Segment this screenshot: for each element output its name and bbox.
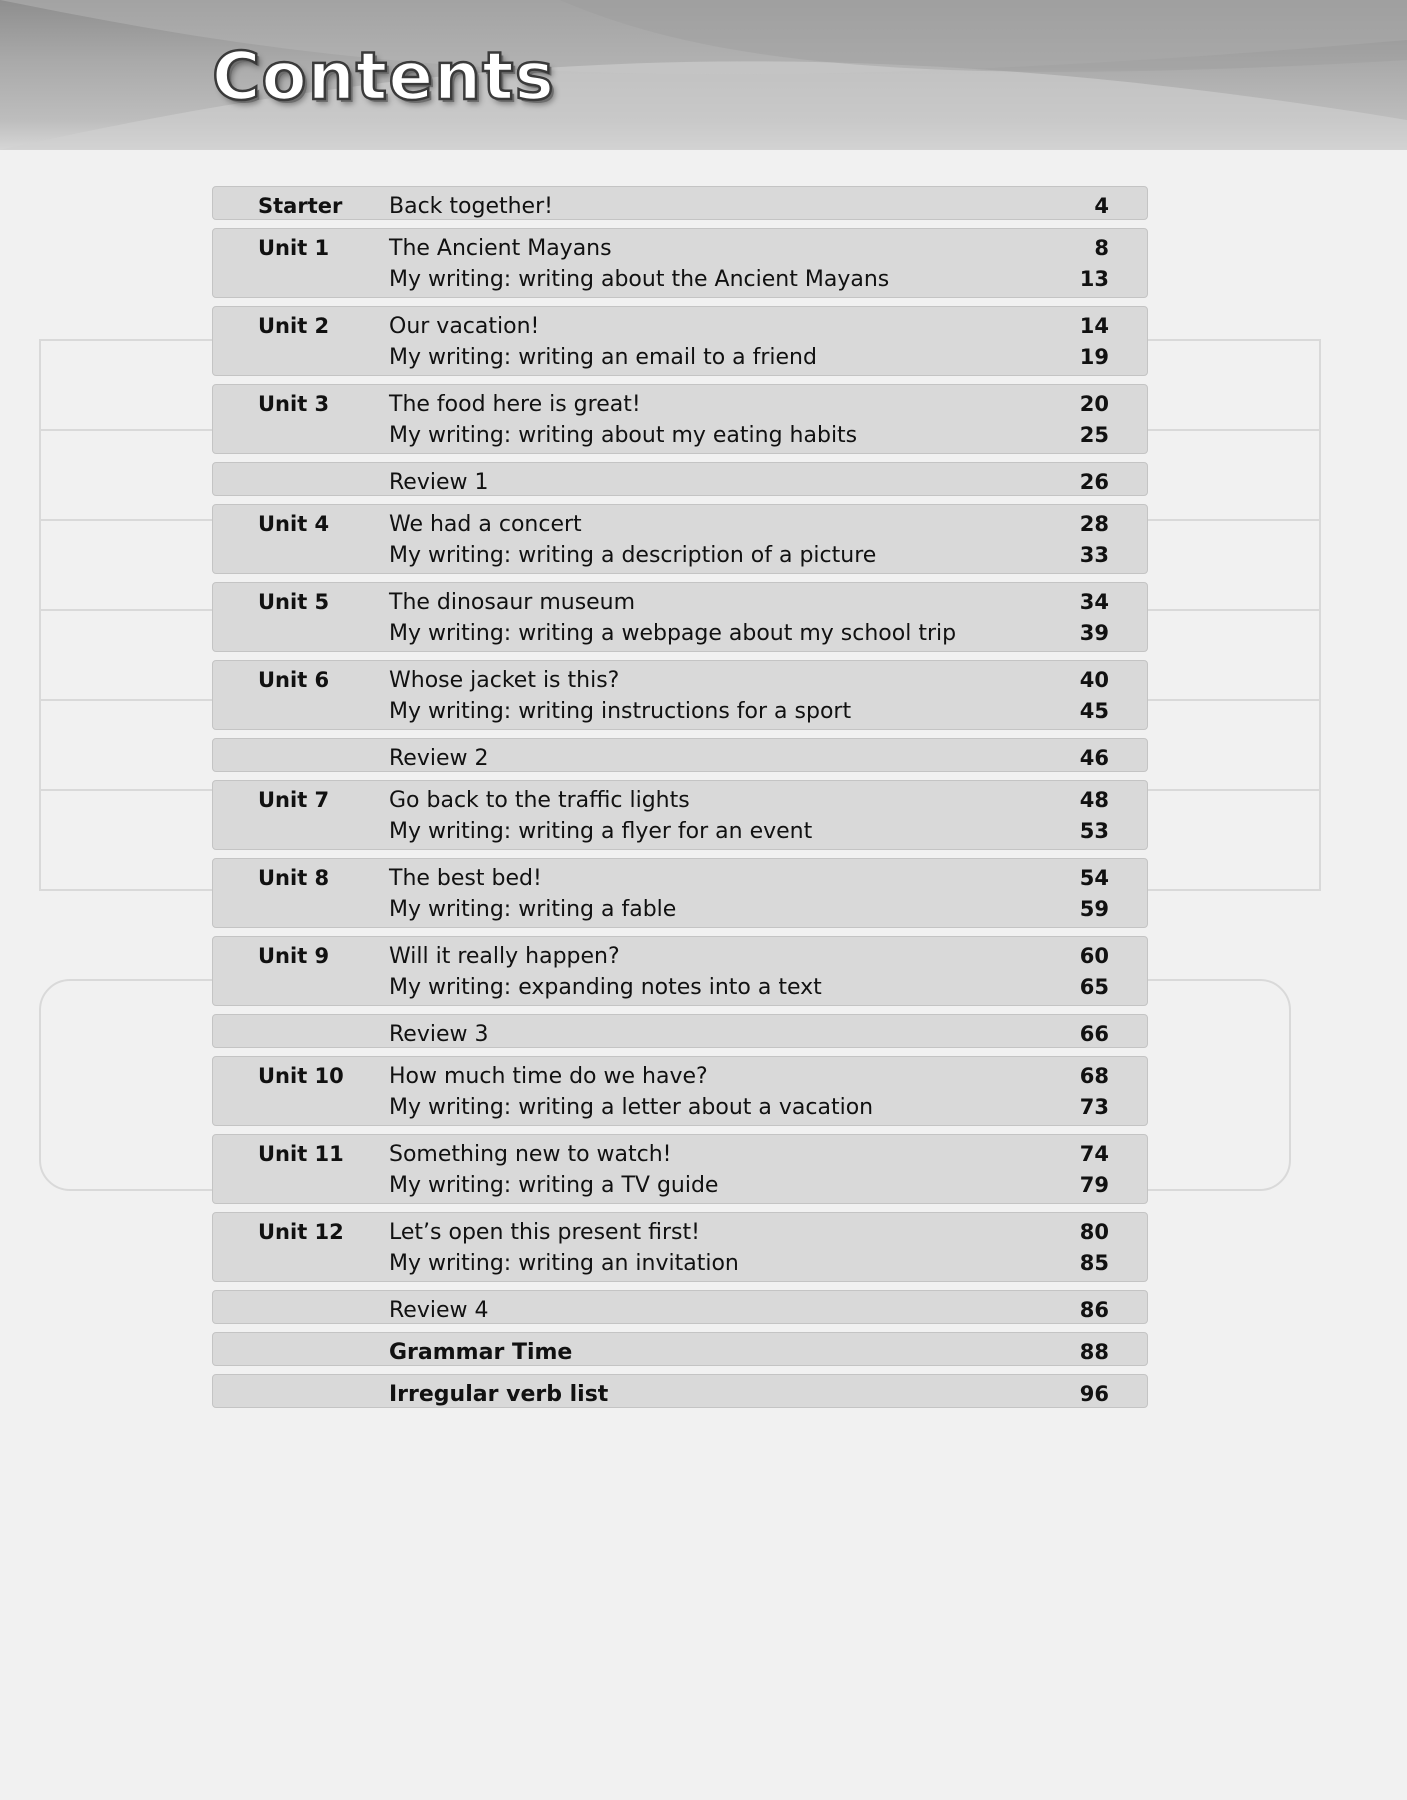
toc-row xyxy=(212,186,1148,220)
toc-entry-page: 4 xyxy=(1094,194,1109,218)
toc-row xyxy=(212,306,1148,376)
toc-entry-title: My writing: writing a TV guide xyxy=(389,1173,719,1198)
toc-entry-page: 68 xyxy=(1079,1064,1109,1088)
toc-unit-label: Unit 3 xyxy=(258,392,330,416)
toc-row xyxy=(212,738,1148,772)
toc-pages xyxy=(1067,785,1147,847)
toc-pages xyxy=(1067,1139,1147,1201)
toc-pages xyxy=(1067,1379,1147,1410)
toc-entry-title: The food here is great! xyxy=(389,392,641,417)
toc-entry-title: How much time do we have? xyxy=(389,1064,708,1089)
toc-unit-label: Unit 10 xyxy=(258,1064,344,1088)
toc-entry-page: 33 xyxy=(1079,543,1109,567)
toc-entry-page: 74 xyxy=(1079,1142,1109,1166)
toc-entry-title: Will it really happen? xyxy=(389,944,620,969)
toc-entry-title: My writing: writing a letter about a vacation xyxy=(389,1095,874,1120)
header-band xyxy=(0,0,1407,150)
toc-titles xyxy=(389,785,1067,847)
toc-titles xyxy=(389,863,1067,925)
toc-row xyxy=(212,936,1148,1006)
toc-titles xyxy=(389,1217,1067,1279)
toc-titles xyxy=(389,389,1067,451)
toc-pages xyxy=(1067,311,1147,373)
toc-row xyxy=(212,660,1148,730)
toc-entry-title: Review 1 xyxy=(389,470,489,495)
toc-pages xyxy=(1067,665,1147,727)
toc-entry-title: Review 2 xyxy=(389,746,489,771)
toc-titles xyxy=(389,941,1067,1003)
toc-entry-page: 13 xyxy=(1079,267,1109,291)
toc-entry-page: 26 xyxy=(1079,470,1109,494)
toc-entry-title: Something new to watch! xyxy=(389,1142,672,1167)
toc-titles xyxy=(389,587,1067,649)
toc-entry-page: 60 xyxy=(1079,944,1109,968)
toc-unit-label: Unit 8 xyxy=(258,866,330,890)
toc-entry-title: My writing: writing a fable xyxy=(389,897,677,922)
toc-unit-label: Unit 9 xyxy=(258,944,330,968)
toc-entry-title: My writing: writing instructions for a sport xyxy=(389,699,852,724)
toc-pages xyxy=(1067,1217,1147,1279)
toc-entry-title: My writing: writing about my eating habits xyxy=(389,423,858,448)
toc-pages xyxy=(1067,863,1147,925)
toc-entry-page: 40 xyxy=(1079,668,1109,692)
toc-titles xyxy=(389,1139,1067,1201)
toc-titles xyxy=(389,233,1067,295)
toc-entry-page: 59 xyxy=(1079,897,1109,921)
toc-row xyxy=(212,858,1148,928)
toc-row xyxy=(212,1332,1148,1366)
toc-entry-page: 48 xyxy=(1079,788,1109,812)
toc-entry-title: My writing: writing a webpage about my school trip xyxy=(389,621,957,646)
toc-unit-label: Starter xyxy=(258,194,343,218)
toc-row xyxy=(212,1212,1148,1282)
toc-titles xyxy=(389,1337,1067,1368)
toc-pages xyxy=(1067,587,1147,649)
toc-entry-page: 80 xyxy=(1079,1220,1109,1244)
toc-titles xyxy=(389,1379,1067,1410)
toc-entry-title: Back together! xyxy=(389,194,553,219)
toc-pages xyxy=(1067,467,1147,498)
toc-titles xyxy=(389,665,1067,727)
toc-entry-title: The dinosaur museum xyxy=(389,590,636,615)
toc-row xyxy=(212,1134,1148,1204)
toc-entry-title: Our vacation! xyxy=(389,314,540,339)
toc-entry-title: Go back to the traffic lights xyxy=(389,788,690,813)
toc-entry-title: Review 4 xyxy=(389,1298,489,1323)
toc-entry-page: 73 xyxy=(1079,1095,1109,1119)
toc-entry-title: My writing: writing a flyer for an event xyxy=(389,819,813,844)
toc-pages xyxy=(1067,743,1147,774)
toc-pages xyxy=(1067,191,1147,222)
toc-entry-page: 86 xyxy=(1079,1298,1109,1322)
toc-entry-page: 65 xyxy=(1079,975,1109,999)
toc-entry-page: 25 xyxy=(1079,423,1109,447)
toc-entry-page: 54 xyxy=(1079,866,1109,890)
toc-entry-page: 53 xyxy=(1079,819,1109,843)
toc-entry-title: The Ancient Mayans xyxy=(389,236,612,261)
toc-entry-title: My writing: writing an invitation xyxy=(389,1251,739,1276)
toc-titles xyxy=(389,467,1067,498)
toc-entry-title: We had a concert xyxy=(389,512,582,537)
toc-row xyxy=(212,1014,1148,1048)
toc-pages xyxy=(1067,233,1147,295)
toc-row xyxy=(212,1056,1148,1126)
toc-entry-title: My writing: writing about the Ancient Mayans xyxy=(389,267,890,292)
toc-pages xyxy=(1067,1295,1147,1326)
toc-entry-page: 28 xyxy=(1079,512,1109,536)
toc-entry-title: Let’s open this present first! xyxy=(389,1220,700,1245)
toc-entry-title: My writing: expanding notes into a text xyxy=(389,975,822,1000)
toc-entry-title: The best bed! xyxy=(389,866,542,891)
toc-unit-label: Unit 7 xyxy=(258,788,330,812)
toc-unit-label: Unit 5 xyxy=(258,590,330,614)
toc-entry-page: 19 xyxy=(1079,345,1109,369)
toc-row xyxy=(212,1290,1148,1324)
toc-entry-page: 45 xyxy=(1079,699,1109,723)
toc-entry-title: Whose jacket is this? xyxy=(389,668,620,693)
toc-pages xyxy=(1067,509,1147,571)
toc-entry-page: 8 xyxy=(1094,236,1109,260)
toc-unit-label: Unit 2 xyxy=(258,314,330,338)
toc-titles xyxy=(389,1295,1067,1326)
toc-entry-page: 14 xyxy=(1079,314,1109,338)
contents-list xyxy=(212,186,1148,1416)
toc-entry-title: My writing: writing an email to a friend xyxy=(389,345,817,370)
toc-entry-page: 96 xyxy=(1079,1382,1109,1406)
toc-titles xyxy=(389,1061,1067,1123)
toc-unit-label: Unit 1 xyxy=(258,236,330,260)
page-title: Contents xyxy=(212,38,555,115)
toc-titles xyxy=(389,311,1067,373)
toc-entry-title: Review 3 xyxy=(389,1022,489,1047)
toc-titles xyxy=(389,743,1067,774)
toc-pages xyxy=(1067,1337,1147,1368)
toc-unit-label: Unit 6 xyxy=(258,668,330,692)
toc-pages xyxy=(1067,1019,1147,1050)
toc-entry-page: 88 xyxy=(1079,1340,1109,1364)
toc-row xyxy=(212,1374,1148,1408)
toc-entry-page: 34 xyxy=(1079,590,1109,614)
toc-entry-title: Irregular verb list xyxy=(389,1382,609,1407)
toc-unit-label: Unit 11 xyxy=(258,1142,344,1166)
toc-unit-label: Unit 4 xyxy=(258,512,330,536)
toc-entry-page: 20 xyxy=(1079,392,1109,416)
toc-pages xyxy=(1067,389,1147,451)
toc-unit-label: Unit 12 xyxy=(258,1220,344,1244)
toc-entry-page: 46 xyxy=(1079,746,1109,770)
toc-entry-page: 85 xyxy=(1079,1251,1109,1275)
toc-pages xyxy=(1067,1061,1147,1123)
toc-entry-page: 39 xyxy=(1079,621,1109,645)
toc-row xyxy=(212,780,1148,850)
toc-entry-title: My writing: writing a description of a picture xyxy=(389,543,877,568)
toc-entry-page: 66 xyxy=(1079,1022,1109,1046)
toc-row xyxy=(212,228,1148,298)
toc-row xyxy=(212,504,1148,574)
toc-pages xyxy=(1067,941,1147,1003)
toc-entry-title: Grammar Time xyxy=(389,1340,573,1365)
toc-row xyxy=(212,462,1148,496)
toc-row xyxy=(212,582,1148,652)
toc-row xyxy=(212,384,1148,454)
toc-entry-page: 79 xyxy=(1079,1173,1109,1197)
toc-titles xyxy=(389,191,1067,222)
toc-titles xyxy=(389,1019,1067,1050)
toc-titles xyxy=(389,509,1067,571)
